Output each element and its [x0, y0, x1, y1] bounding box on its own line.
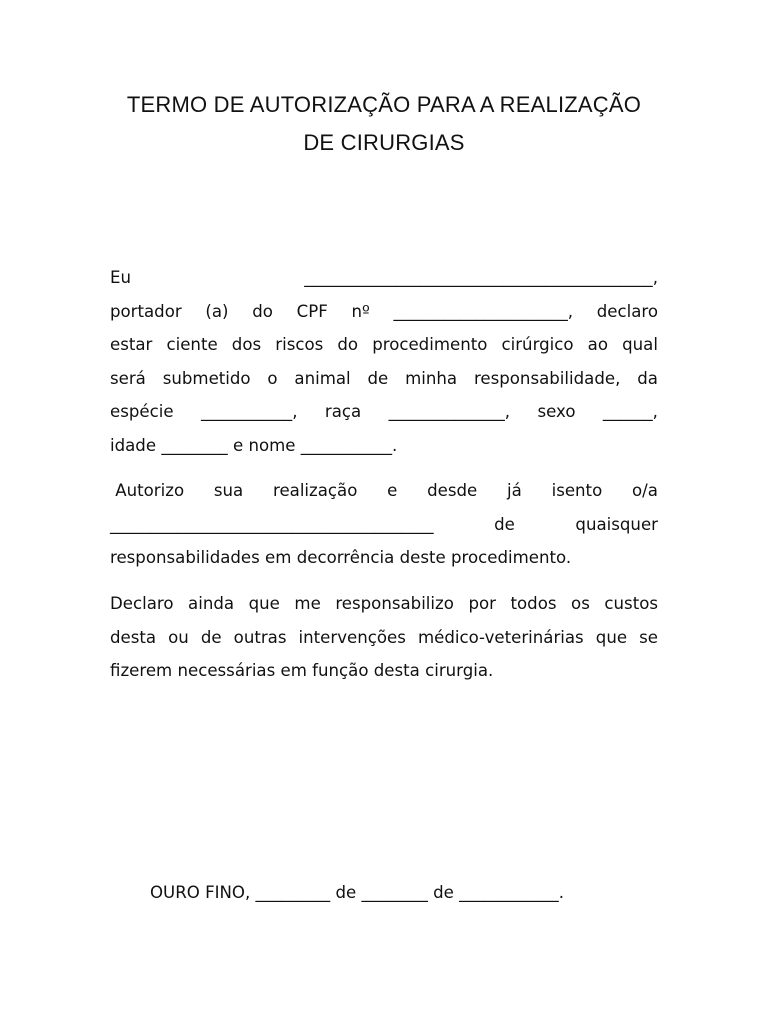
text-line — [110, 474, 658, 508]
word: submetido — [162, 368, 251, 388]
word: de — [494, 514, 515, 534]
word: (a) — [205, 301, 229, 321]
word: __________________________________________, — [304, 268, 658, 287]
word: portador — [110, 301, 182, 321]
word: me — [294, 594, 321, 613]
text-line — [110, 654, 658, 688]
word: responsabilidade, — [473, 368, 621, 388]
word: CPF — [296, 301, 328, 321]
word: fizerem necessárias em função desta cirurgia. — [110, 661, 494, 681]
word: médico-veterinárias — [417, 627, 584, 647]
text-line — [110, 508, 658, 542]
word: por — [468, 594, 496, 613]
word: ciente — [166, 335, 218, 355]
text-line — [110, 261, 658, 295]
word: o/a — [631, 481, 658, 500]
word: riscos — [275, 335, 324, 355]
paragraph-declaration — [110, 261, 658, 463]
word: raça — [324, 402, 362, 422]
text-line — [110, 362, 658, 396]
word: dos — [231, 335, 262, 355]
word: Declaro — [110, 594, 174, 613]
word: ______________, — [388, 402, 511, 422]
word: de — [367, 368, 389, 388]
word: estar — [110, 335, 153, 355]
word: e — [387, 481, 398, 500]
word: ou — [168, 627, 189, 647]
document-title — [0, 86, 768, 162]
text-line — [110, 429, 658, 463]
word: se — [639, 627, 658, 647]
text-line — [110, 295, 658, 329]
word: da — [637, 368, 658, 388]
word: custos — [604, 594, 658, 613]
word: procedimento — [372, 335, 488, 355]
word: o — [267, 368, 278, 388]
word: qual — [622, 335, 658, 355]
word: cirúrgico — [501, 335, 574, 355]
word: outras — [233, 627, 287, 647]
word: minha — [405, 368, 458, 388]
text-line — [110, 328, 658, 362]
word: nº — [351, 301, 370, 321]
text-line — [110, 587, 658, 621]
word: intervenções — [298, 627, 406, 647]
word: Eu — [110, 268, 132, 287]
word: Autorizo — [110, 481, 185, 500]
word: espécie — [110, 402, 174, 422]
word: isento — [551, 481, 603, 500]
paragraph-authorization — [110, 474, 658, 575]
place-date-line: OURO FINO, _________ de ________ de ____________. — [150, 883, 565, 902]
text-line — [110, 395, 658, 429]
word: _______________________________________ — [110, 514, 434, 534]
word: quaisquer — [575, 514, 658, 534]
word: idade ________ e nome ___________. — [110, 435, 398, 455]
word: sexo — [537, 402, 576, 422]
word: sua — [213, 481, 244, 500]
word: animal — [294, 368, 351, 388]
word: responsabilidades em decorrência deste procedimento. — [110, 548, 572, 568]
text-line — [110, 621, 658, 655]
title-line-1: TERMO DE AUTORIZAÇÃO PARA A REALIZAÇÃO — [126, 92, 642, 117]
word: desta — [110, 627, 157, 647]
word: declaro — [596, 301, 658, 321]
word: os — [571, 594, 590, 613]
word: realização — [272, 481, 358, 500]
word: do — [337, 335, 359, 355]
text-line — [110, 541, 658, 575]
word: já — [507, 481, 522, 500]
word: ao — [587, 335, 608, 355]
word: do — [252, 301, 273, 321]
word: ______, — [602, 402, 658, 422]
paragraph-costs — [110, 587, 658, 688]
word: ___________, — [200, 402, 298, 422]
word: será — [110, 368, 146, 388]
word: de — [200, 627, 222, 647]
word: desde — [427, 481, 478, 500]
word: _____________________, — [393, 301, 574, 321]
title-line-2: DE CIRURGIAS — [303, 130, 465, 155]
word: que — [595, 627, 628, 647]
word: que — [248, 594, 280, 613]
word: responsabilizo — [335, 594, 454, 613]
word: ainda — [188, 594, 235, 613]
word: todos — [510, 594, 557, 613]
